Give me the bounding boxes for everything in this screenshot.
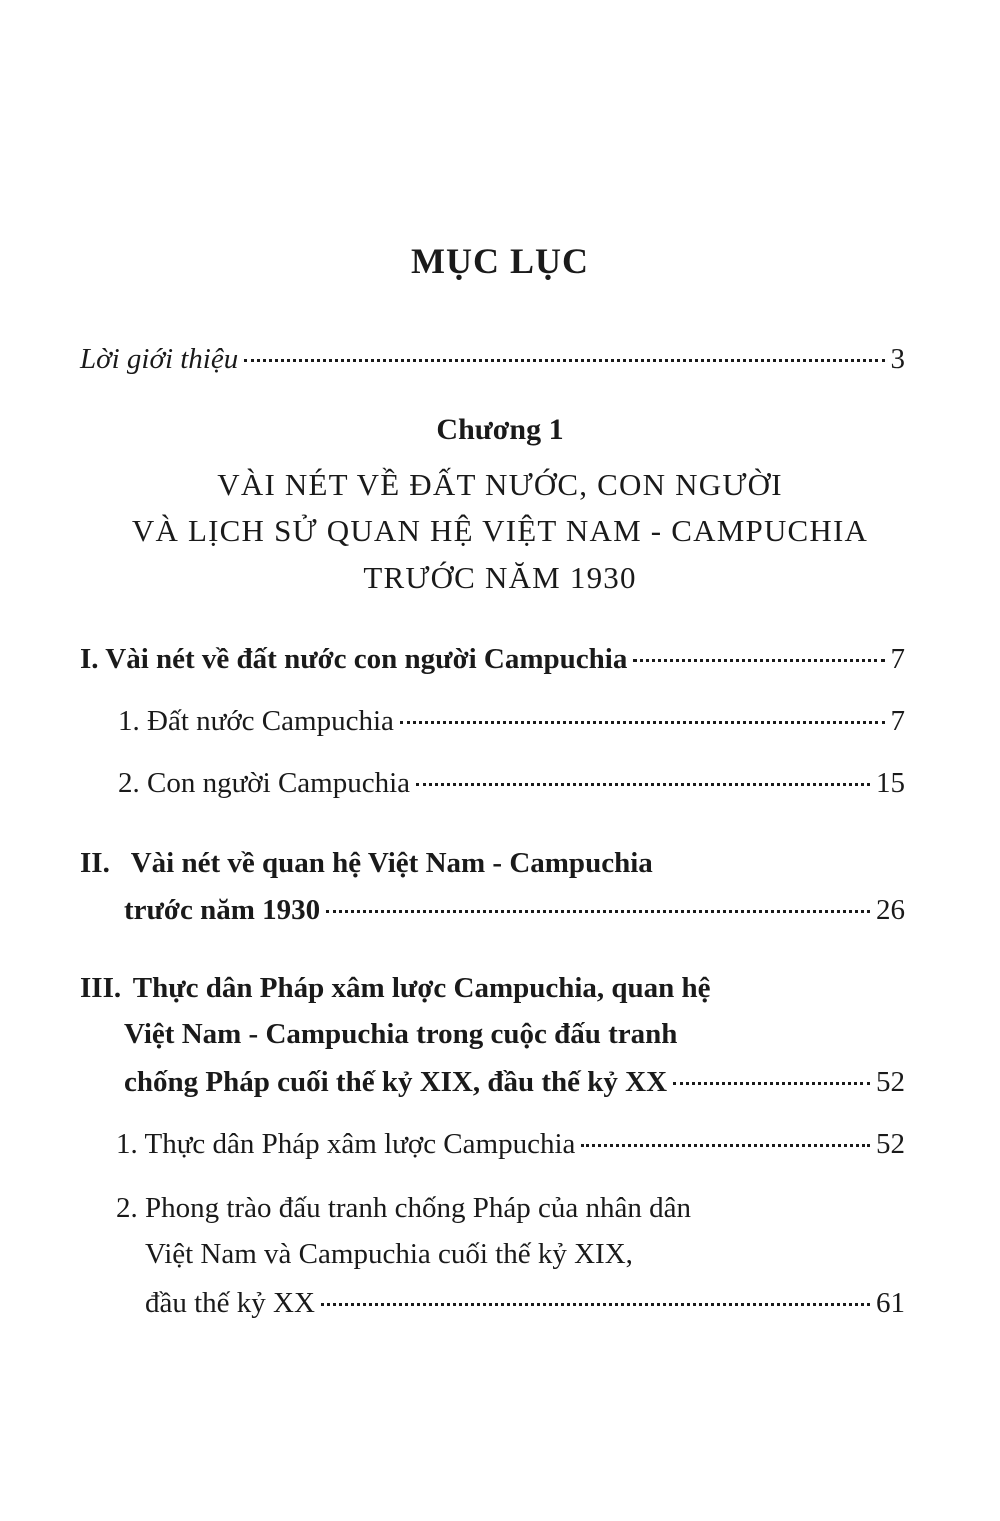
- page-title: MỤC LỤC: [411, 241, 589, 281]
- leader-dots: [326, 908, 870, 913]
- toc-entry-label: Việt Nam - Campuchia trong cuộc đấu tranh: [124, 1018, 678, 1050]
- toc-entry-label: đầu thế kỷ XX: [145, 1287, 315, 1319]
- toc-entry-label: 2. Phong trào đấu tranh chống Pháp của nhân dân: [116, 1192, 692, 1224]
- toc-entry-label: Lời giới thiệu: [80, 343, 239, 375]
- toc-entry-section-3-line[interactable]: [124, 1016, 677, 1052]
- chapter-title-line: VÀ LỊCH SỬ QUAN HỆ VIỆT NAM - CAMPUCHIA: [131, 513, 869, 548]
- toc-page-number: 7: [890, 643, 905, 675]
- toc-entry-section-3-line[interactable]: [80, 970, 711, 1006]
- toc-entry-label: Vài nét về quan hệ Việt Nam - Campuchia: [130, 847, 653, 879]
- toc-entry-label: chống Pháp cuối thế kỷ XIX, đầu thế kỷ XX: [124, 1066, 668, 1098]
- leader-dots: [400, 719, 885, 724]
- toc-entry-section-1[interactable]: [80, 641, 905, 677]
- section-number: II.: [80, 847, 110, 879]
- chapter-label: Chương 1: [436, 413, 564, 446]
- toc-entry-label: 1. Đất nước Campuchia: [118, 705, 394, 737]
- toc-entry-section-1-2[interactable]: [118, 765, 905, 801]
- toc-entry-section-1-1[interactable]: [118, 703, 905, 739]
- toc-page-number: 52: [876, 1066, 905, 1098]
- toc-entry-label: Việt Nam và Campuchia cuối thế kỷ XIX,: [145, 1238, 633, 1270]
- toc-entry-section-3-2-line[interactable]: [145, 1236, 633, 1272]
- toc-entry-section-3-2-line[interactable]: [116, 1190, 691, 1226]
- chapter-title-line: VÀI NÉT VỀ ĐẤT NƯỚC, CON NGƯỜI: [217, 467, 783, 502]
- toc-entry-intro[interactable]: [80, 341, 905, 377]
- leader-dots: [321, 1301, 870, 1306]
- toc-entry-section-2[interactable]: [124, 892, 905, 928]
- toc-page-number: 7: [890, 705, 905, 737]
- toc-page-number: 52: [876, 1128, 905, 1160]
- toc-entry-section-3-1[interactable]: [116, 1126, 905, 1162]
- toc-entry-label: 1. Thực dân Pháp xâm lược Campuchia: [116, 1128, 576, 1160]
- toc-entry-section-3-2[interactable]: [145, 1285, 905, 1321]
- toc-entry-label: I. Vài nét về đất nước con người Campuchia: [80, 643, 628, 675]
- toc-page-number: 3: [890, 343, 905, 375]
- toc-page-number: 61: [876, 1287, 905, 1319]
- toc-page-number: 26: [876, 894, 905, 926]
- leader-dots: [416, 781, 870, 786]
- leader-dots: [673, 1080, 870, 1085]
- toc-entry-label: trước năm 1930: [124, 894, 321, 926]
- toc-entry-label: 2. Con người Campuchia: [118, 767, 411, 799]
- section-number: III.: [80, 972, 122, 1004]
- toc-page-number: 15: [876, 767, 905, 799]
- leader-dots: [633, 657, 884, 662]
- chapter-title-line: TRƯỚC NĂM 1930: [363, 560, 637, 595]
- toc-entry-section-2-line[interactable]: [80, 845, 653, 881]
- leader-dots: [581, 1142, 870, 1147]
- toc-entry-section-3[interactable]: [124, 1064, 905, 1100]
- leader-dots: [244, 357, 884, 362]
- toc-entry-label: Thực dân Pháp xâm lược Campuchia, quan hệ: [132, 972, 711, 1004]
